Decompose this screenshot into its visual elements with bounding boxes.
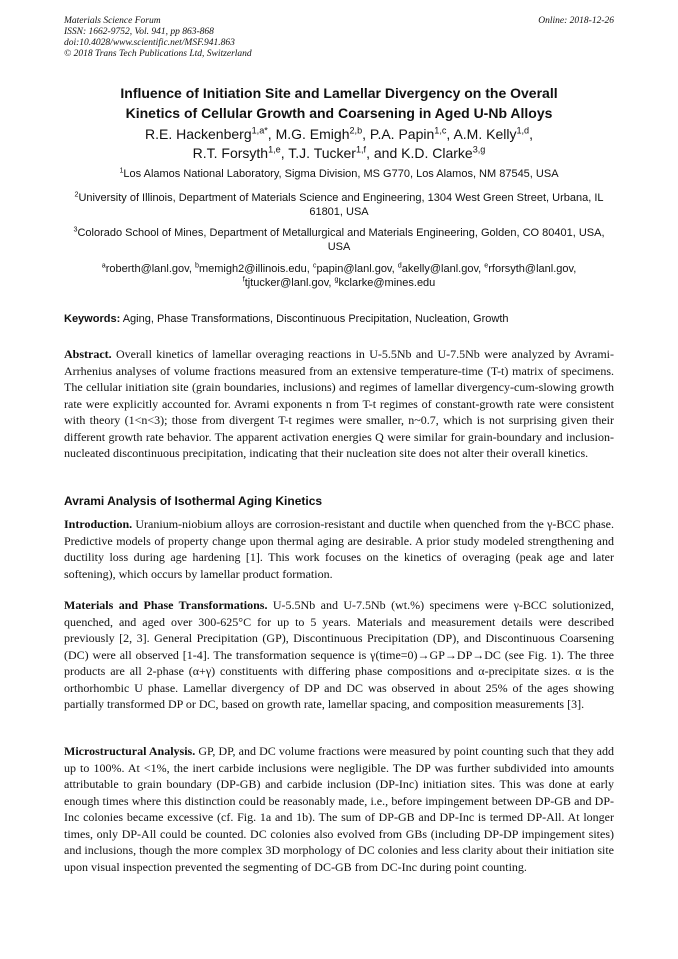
copyright-line: © 2018 Trans Tech Publications Ltd, Switzerland <box>64 49 252 59</box>
email-list: $^a$roberth@lanl.gov, $^b$memigh2@illinois.edu, $^c$papin@lanl.gov, $^d$akelly@lanl.gov, $^e$rforsyth@lanl.gov, $^f$tjtucker@lanl.gov, $^g$kclarke@mines.edu <box>101 261 577 289</box>
author-name: R.T. Forsyth <box>192 145 269 161</box>
materials-text: U-5.5Nb and U-7.5Nb (wt.%) specimens were γ-BCC solutionized, quenched, and aged over 300-625°C for up to 5 years. Materials and measurement details were described previously [2, 3]. General Precipitation (GP), Discontinuous Precipitation (DP), and Discontinuous Coarsening (DC) were all observed [1-4]. The transformation sequence is γ(time=0)→GP→DP→DC (see Fig. 1). The three products are all 2-phase (α+γ) constituents with differing phase compositions and α-precipitate sizes. α is the orthorhombic U phase. Lamellar divergency of DP and DC was observed in about 25% of the ages showing partially transformed DP or DC, based on growth rate, lamellar spacing, and composition measurements [3]. <box>64 598 615 711</box>
issn-line: ISSN: 1662-9752, Vol. 941, pp 863-868 <box>64 27 214 37</box>
author-affil-sup: 3,g <box>472 144 486 155</box>
abstract <box>64 346 614 462</box>
keywords-text: Aging, Phase Transformations, Discontinuous Precipitation, Nucleation, Growth <box>120 313 509 325</box>
author-name: P.A. Papin <box>369 126 435 142</box>
author-affil-sup: 1,d <box>516 125 530 136</box>
author-name: K.D. Clarke <box>401 145 473 161</box>
affiliation-2: $^2$University of Illinois, Department of Materials Science and Engineering, 1304 West Green Street, Urbana, IL 61801, USA <box>74 190 604 218</box>
paper-title <box>60 83 618 123</box>
micro-label: Microstructural Analysis. <box>64 744 196 758</box>
doi-line: doi:10.4028/www.scientific.net/MSF.941.863 <box>64 38 235 48</box>
author-affil-sup: 1,c <box>434 125 447 136</box>
microstructure-paragraph <box>64 743 614 875</box>
keywords <box>64 312 614 326</box>
journal-header <box>64 16 252 60</box>
email-link[interactable]: roberth@lanl.gov <box>105 263 189 275</box>
author-line-1: R.E. Hackenberg$^{1,a*}$, M.G. Emigh$^{2,b}$, P.A. Papin$^{1,c}$, A.M. Kelly$^{1,d}$, <box>145 125 533 142</box>
title-line-1: Influence of Initiation Site and Lamellar Divergency on the Overall <box>120 85 558 101</box>
abstract-label: Abstract. <box>64 347 112 361</box>
journal-name: Materials Science Forum <box>64 16 161 26</box>
author-line-2: R.T. Forsyth$^{1,e}$, T.J. Tucker$^{1,f}$, and K.D. Clarke$^{3,g}$ <box>192 144 486 161</box>
online-date: Online: 2018-12-26 <box>538 16 614 26</box>
email-link[interactable]: papin@lanl.gov <box>316 263 392 275</box>
author-name: M.G. Emigh <box>275 126 350 142</box>
author-affil-sup: 1,e <box>268 144 281 155</box>
keywords-label: Keywords: <box>64 313 121 325</box>
author-name: R.E. Hackenberg <box>145 126 252 142</box>
author-affil-sup: 2,b <box>349 125 363 136</box>
author-name: A.M. Kelly <box>453 126 517 142</box>
email-link[interactable]: kclarke@mines.edu <box>338 277 436 289</box>
affiliation-3: $^3$Colorado School of Mines, Department of Metallurgical and Materials Engineering, Golden, CO 80401, USA, USA <box>73 225 605 253</box>
author-affil-sup: 1,a* <box>251 125 268 136</box>
intro-paragraph <box>64 516 614 582</box>
micro-text: GP, DP, and DC volume fractions were measured by point counting such that they add up to 100%. At <1%, the inert carbide inclusions were negligible. The DP was further subdivided into amounts attributable to grain boundary (DP-GB) and carbide inclusion (DP-Inc) initiation sites. This was done at early enough times where this distinction could be reasonably made, i.e., before impingement between DP-GB and DP-Inc colonies became excessive (cf. Fig. 1a and 1b). The sum of DP-GB and DP-Inc is termed DP-All. At longer times, only DP-All could be counted. DC colonies also evolved from GBs (including DP-DP impingement sites) and inclusions, though the more complex 3D morphology of DC colonies and less clarity about their initiation site upon visual inspection prevented the segmenting of DC-GB from DC-Inc during point counting. <box>64 744 614 874</box>
author-list <box>60 125 618 163</box>
email-link[interactable]: tjtucker@lanl.gov <box>244 277 329 289</box>
author-name: T.J. Tucker <box>288 145 356 161</box>
abstract-text: Overall kinetics of lamellar overaging reactions in U-5.5Nb and U-7.5Nb were analyzed by Avrami-Arrhenius analyses of volume fractions measured from an extensive temperature-time (T-t) matrix of specimens. The cellular initiation site (grain boundaries, inclusions) and regimes of lamellar divergency-cum-slowing growth rate were explicitly accounted for. Avrami exponents n from T-t regimes of constant-growth rate were consistent with theory (1<n<3); those from divergent T-t regimes were smaller, n~0.7, which is not surprising given their different growth rate behavior. The apparent activation energies Q were similar for grain-boundary and inclusion-nucleated discontinuous precipitation, indicating that their nucleation site does not alter their overall kinetics. <box>64 347 614 460</box>
email-link[interactable]: akelly@lanl.gov <box>401 263 479 275</box>
title-line-2: Kinetics of Cellular Growth and Coarsening in Aged U-Nb Alloys <box>125 105 553 121</box>
intro-label: Introduction. <box>64 517 133 531</box>
author-affil-sup: 1,f <box>355 144 367 155</box>
email-link[interactable]: rforsyth@lanl.gov <box>488 263 574 275</box>
email-link[interactable]: memigh2@illinois.edu <box>198 263 307 275</box>
affiliation-1: $^1$Los Alamos National Laboratory, Sigma Division, MS G770, Los Alamos, NM 87545, USA <box>119 166 559 180</box>
materials-paragraph <box>64 597 614 713</box>
intro-text: Uranium-niobium alloys are corrosion-resistant and ductile when quenched from the γ-BCC phase. Predictive models of property change upon thermal aging are desirable. A prior study modeled strengthening and ductility loss during age hardening [1]. This work focuses on the kinetics of overaging (peak age and later softening), which occurs by lamellar product formation. <box>64 517 614 581</box>
materials-label: Materials and Phase Transformations. <box>64 598 268 612</box>
section-heading: Avrami Analysis of Isothermal Aging Kinetics <box>64 494 323 508</box>
